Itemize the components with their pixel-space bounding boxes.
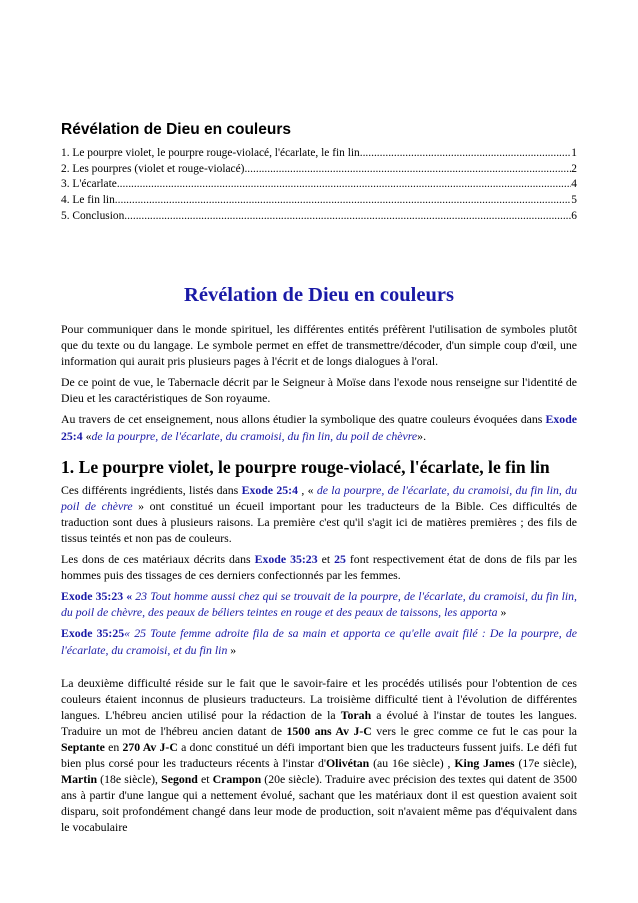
- toc-entry[interactable]: [61, 162, 577, 178]
- table-of-contents: [61, 146, 577, 225]
- section-heading: 1. Le pourpre violet, le pourpre rouge-violacé, l'écarlate, le fin lin: [61, 456, 550, 477]
- bible-reference-link[interactable]: Exode 35:23 «: [61, 589, 133, 604]
- quote: de la pourpre, de l'écarlate, du cramoisi, du fin lin, du poil de chèvre: [91, 428, 418, 443]
- toc-entry-label: 2. Les pourpres (violet et rouge-violacé): [61, 162, 245, 175]
- toc-entry-page: 5: [571, 194, 577, 207]
- verse-text: 25 Toute femme adroite fila de sa main et apporta ce qu'elle avait filé : De la pourpre, de l'écarlate, du cramoisi, et du fin lin: [61, 626, 577, 657]
- toc-title: Révélation de Dieu en couleurs: [61, 121, 291, 138]
- toc-entry-label: 4. Le fin lin: [61, 194, 115, 207]
- toc-entry-label: 1. Le pourpre violet, le pourpre rouge-violacé, l'écarlate, le fin lin: [61, 147, 360, 159]
- toc-entry-page: 6: [571, 209, 577, 222]
- toc-entry[interactable]: [61, 177, 577, 193]
- paragraph-tabernacle: De ce point de vue, le Tabernacle décrit par le Seigneur à Moïse dans l'exode nous renseigne sur l'identité de Dieu et les caractéristiques de Son royaume.: [61, 375, 577, 406]
- bible-reference-link[interactable]: Exode 25:4: [241, 482, 298, 497]
- toc-entry[interactable]: [61, 209, 577, 225]
- toc-entry-page: 1: [571, 147, 577, 159]
- toc-entry-label: 3. L'écarlate: [61, 178, 117, 191]
- page-title: Révélation de Dieu en couleurs: [184, 284, 454, 306]
- paragraph-ingredients: Ces différents ingrédients, listés dans Exode 25:4 , « de la pourpre, de l'écarlate, du cramoisi, du fin lin, du poil de chèvre » ont constitué un écueil important pour les traducteurs de la Bible. Ces difficultés de traduction sont dues à plusieurs raisons. La première c'est qu'il s'agit ici de matières premières ; des fils de tissus teintés et non pas de couleurs.: [61, 482, 577, 545]
- toc-entry[interactable]: [61, 146, 577, 162]
- bible-reference-link[interactable]: 25: [334, 552, 346, 567]
- toc-entry-page: 2: [571, 162, 577, 175]
- bible-reference-link[interactable]: Exode 35:25: [61, 626, 125, 641]
- quote: de la pourpre, de l'écarlate, du cramoisi, du fin lin, du poil de chèvre: [61, 482, 577, 513]
- bible-reference-link[interactable]: Exode 25:4: [61, 412, 577, 443]
- verse-exode-35-23: Exode 35:23 « 23 Tout homme aussi chez qui se trouvait de la pourpre, de l'écarlate, du cramoisi, du fin lin, du poil de chèvre, des peaux de béliers teintes en rouge et des peaux de taissons, les apporta »: [61, 589, 577, 620]
- paragraph-donations: Les dons de ces matériaux décrits dans Exode 35:23 et 25 font respectivement état de dons de fils par les hommes puis des tissages de ces derniers confectionnés par les femmes.: [61, 552, 577, 583]
- verse-text: 23 Tout homme aussi chez qui se trouvait de la pourpre, de l'écarlate, du cramoisi, du fin lin, du poil de chèvre, des peaux de béliers teintes en rouge et des peaux de taissons, les apporta: [61, 589, 577, 620]
- paragraph-intro: Pour communiquer dans le monde spirituel, les différentes entités préfèrent l'utilisation de symboles plutôt que du texte ou du langage. Le symbole permet en effet de transmettre/décoder, d'un simple coup d'œil, une information qui aurait pris plusieurs pages à l'écrit et de longs dialogues à l'oral.: [61, 322, 577, 369]
- document-body: [61, 321, 577, 841]
- bible-reference-link[interactable]: Exode 35:23: [254, 552, 318, 567]
- paragraph-difficulties: La deuxième difficulté réside sur le fait que le savoir-faire et les procédés utilisés pour l'obtention de ces couleurs étaient inconnus de plusieurs traducteurs. La troisième difficulté tient à l'évolution de différentes langues. L'hébreu ancien utilisé pour la rédaction de la Torah a évolué à l'instar de toutes les langues. Traduire un mot de l'hébreu ancien datant de 1500 ans Av J-C vers le grec comme ce fut le cas pour la Septante en 270 Av J-C a donc constitué un défi important bien que les traducteurs fussent juifs. Le défi fut bien plus corsé pour les traducteurs récents à l'instar d'Olivétan (au 16e siècle) , King James (17e siècle), Martin (18e siècle), Segond et Crampon (20e siècle). Traduire avec précision des textes qui datent de 3500 ans à partir d'une langue qui a nettement évolué, sachant que les matériaux dont il est question avaient soit disparu, soit profondément changé dans leur mode de production, soit n'avaient même pas d'équivalent dans le vocabulaire: [61, 675, 577, 835]
- toc-entry-label: 5. Conclusion: [61, 209, 125, 222]
- verse-exode-35-25: Exode 35:25« 25 Toute femme adroite fila de sa main et apporta ce qu'elle avait filé : De la pourpre, de l'écarlate, du cramoisi, et du fin lin »: [61, 626, 577, 657]
- toc-entry-page: 4: [571, 178, 577, 191]
- toc-entry[interactable]: [61, 193, 577, 209]
- paragraph-study: Au travers de cet enseignement, nous allons étudier la symbolique des quatre couleurs évoquées dans Exode 25:4 «de la pourpre, de l'écarlate, du cramoisi, du fin lin, du poil de chèvre».: [61, 412, 577, 443]
